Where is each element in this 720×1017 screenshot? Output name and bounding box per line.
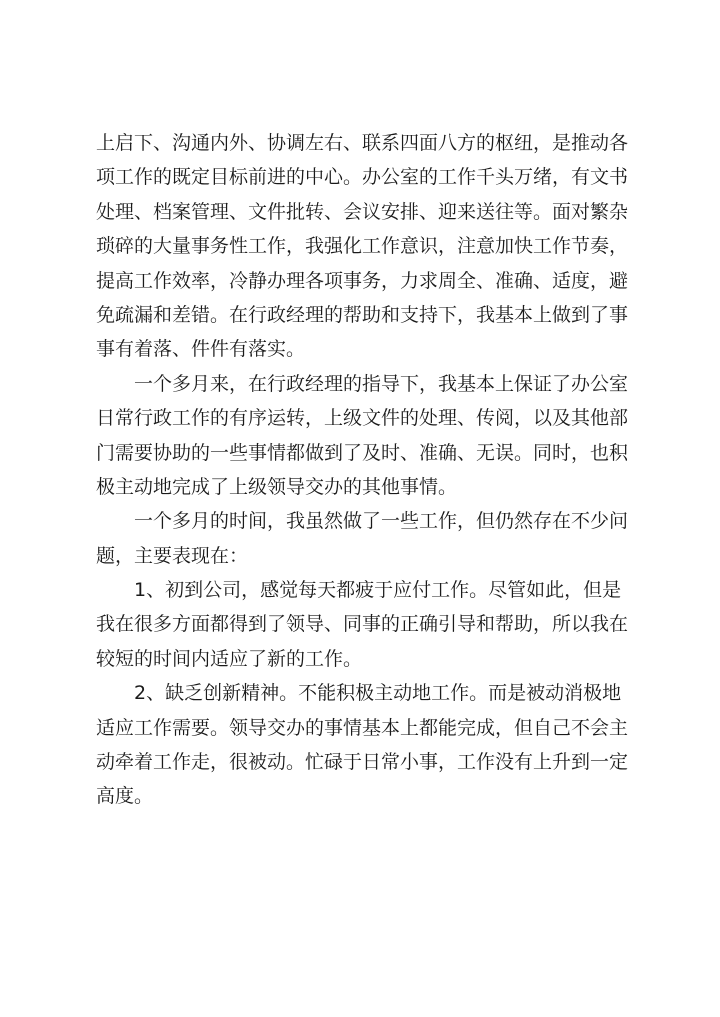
text-line: 动牵着工作走，很被动。忙碌于日常小事，工作没有上升到一定 xyxy=(96,751,629,774)
text-line: 高度。 xyxy=(96,785,154,808)
document-body xyxy=(96,126,636,814)
text-line: 1、初到公司，感觉每天都疲于应付工作。尽管如此，但是 xyxy=(134,579,622,602)
text-line: 我在很多方面都得到了领导、同事的正确引导和帮助，所以我在 xyxy=(96,613,629,636)
text-line: 提高工作效率，冷静办理各项事务，力求周全、准确、适度，避 xyxy=(96,269,629,292)
text-line: 事有着落、件件有落实。 xyxy=(96,338,306,361)
text-line: 上启下、沟通内外、协调左右、联系四面八方的枢纽，是推动各 xyxy=(96,132,629,154)
paragraph-3 xyxy=(96,504,636,573)
text-line: 2、缺乏创新精神。不能积极主动地工作。而是被动消极地 xyxy=(134,682,622,705)
text-line: 处理、档案管理、文件批转、会议安排、迎来送往等。面对繁杂 xyxy=(96,200,629,223)
text-line: 一个多月的时间，我虽然做了一些工作，但仍然存在不少问 xyxy=(134,510,629,533)
text-line: 适应工作需要。领导交办的事情基本上都能完成，但自己不会主 xyxy=(96,716,629,739)
text-line: 日常行政工作的有序运转，上级文件的处理、传阅，以及其他部 xyxy=(96,407,629,430)
text-line: 题，主要表现在： xyxy=(96,544,249,567)
paragraph-1 xyxy=(96,126,636,367)
text-line: 琐碎的大量事务性工作，我强化工作意识，注意加快工作节奏， xyxy=(96,235,629,258)
paragraph-4 xyxy=(96,573,636,676)
text-line: 极主动地完成了上级领导交办的其他事情。 xyxy=(96,475,458,498)
text-line: 较短的时间内适应了新的工作。 xyxy=(96,647,363,670)
text-line: 门需要协助的一些事情都做到了及时、准确、无误。同时，也积 xyxy=(96,441,629,464)
paragraph-2 xyxy=(96,367,636,505)
paragraph-5 xyxy=(96,676,636,814)
text-line: 一个多月来，在行政经理的指导下，我基本上保证了办公室 xyxy=(134,372,629,395)
text-line: 项工作的既定目标前进的中心。办公室的工作千头万绪，有文书 xyxy=(96,166,629,189)
text-line: 免疏漏和差错。在行政经理的帮助和支持下，我基本上做到了事 xyxy=(96,303,629,326)
